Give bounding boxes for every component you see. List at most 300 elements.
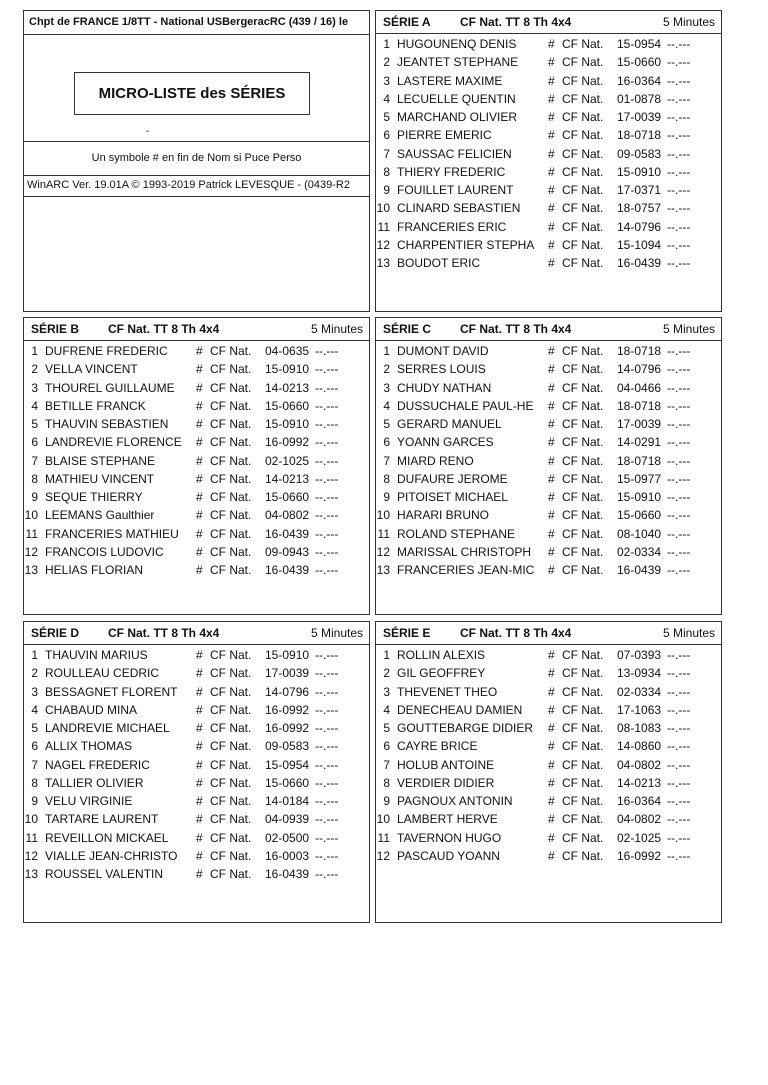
puce-perso-symbol: # (548, 398, 555, 413)
driver-category: CF Nat. (562, 739, 604, 754)
driver-points: --.--- (667, 666, 691, 681)
driver-points: --.--- (667, 684, 691, 699)
driver-name: CHUDY NATHAN (397, 380, 492, 395)
driver-licence: 15-0660 (265, 775, 310, 790)
driver-licence: 17-0039 (617, 110, 662, 124)
driver-number: 9 (31, 490, 38, 504)
puce-perso-symbol: # (196, 702, 203, 717)
driver-number: 13 (24, 563, 38, 577)
driver-points: --.--- (667, 453, 691, 468)
driver-category: CF Nat. (210, 398, 252, 413)
driver-number: 11 (377, 526, 390, 541)
driver-number: 1 (31, 648, 38, 662)
puce-perso-symbol: # (548, 344, 555, 358)
puce-perso-symbol: # (196, 812, 203, 827)
driver-name: SERRES LOUIS (397, 362, 486, 377)
driver-row (24, 561, 369, 579)
driver-row (24, 701, 369, 719)
driver-points: --.--- (667, 775, 691, 790)
driver-licence: 15-0954 (265, 757, 310, 772)
driver-name: HUGOUNENQ DENIS (397, 37, 517, 51)
driver-number: 2 (383, 362, 390, 377)
series-duration: 5 Minutes (662, 15, 715, 29)
driver-category: CF Nat. (210, 757, 252, 772)
driver-category: CF Nat. (562, 508, 604, 523)
driver-licence: 16-0439 (265, 526, 310, 541)
driver-number: 10 (376, 508, 390, 523)
driver-category: CF Nat. (210, 380, 252, 395)
driver-number: 10 (376, 812, 390, 827)
driver-points: --.--- (667, 471, 691, 486)
driver-points: --.--- (667, 183, 691, 197)
serie-e-panel (375, 621, 722, 923)
driver-category: CF Nat. (210, 344, 252, 358)
driver-points: --.--- (667, 201, 691, 216)
driver-category: CF Nat. (562, 721, 604, 735)
driver-licence: 16-0439 (617, 563, 662, 577)
puce-perso-symbol: # (548, 55, 555, 70)
driver-name: BOUDOT ERIC (397, 256, 481, 270)
driver-number: 4 (31, 702, 38, 717)
driver-row (24, 683, 369, 701)
driver-licence: 17-1063 (617, 702, 662, 717)
driver-points: --.--- (315, 563, 339, 577)
driver-points: --.--- (315, 830, 339, 845)
driver-category: CF Nat. (562, 830, 604, 845)
driver-category: CF Nat. (562, 490, 604, 504)
driver-points: --.--- (667, 237, 691, 252)
puce-perso-symbol: # (548, 146, 555, 161)
serie-d-panel (23, 621, 370, 923)
driver-row (376, 35, 721, 53)
driver-row (24, 664, 369, 682)
driver-category: CF Nat. (210, 362, 252, 377)
puce-perso-symbol: # (548, 508, 555, 523)
puce-perso-symbol: # (548, 435, 555, 450)
driver-name: BLAISE STEPHANE (45, 453, 156, 468)
driver-licence: 02-1025 (265, 453, 310, 468)
driver-licence: 16-0992 (265, 702, 310, 717)
dash-mark: - (146, 126, 150, 137)
driver-row (376, 506, 721, 524)
driver-row (376, 810, 721, 828)
serie-b-panel (23, 317, 370, 615)
driver-row (24, 829, 369, 847)
header-panel (23, 10, 370, 312)
driver-category: CF Nat. (562, 91, 604, 106)
driver-points: --.--- (667, 380, 691, 395)
driver-points: --.--- (315, 508, 339, 523)
driver-number: 2 (31, 362, 38, 377)
puce-perso-symbol: # (196, 648, 203, 662)
driver-licence: 15-0910 (617, 164, 662, 179)
driver-category: CF Nat. (210, 490, 252, 504)
driver-points: --.--- (315, 398, 339, 413)
serie-c-panel (375, 317, 722, 615)
driver-row (376, 683, 721, 701)
driver-points: --.--- (667, 830, 691, 845)
driver-category: CF Nat. (562, 794, 604, 808)
driver-name: THOUREL GUILLAUME (45, 380, 175, 395)
driver-category: CF Nat. (210, 417, 252, 431)
driver-licence: 15-1094 (617, 237, 662, 252)
driver-points: --.--- (667, 526, 691, 541)
puce-perso-symbol: # (196, 544, 203, 559)
driver-number: 7 (383, 453, 390, 468)
driver-licence: 02-0334 (617, 544, 662, 559)
driver-licence: 04-0466 (617, 380, 662, 395)
driver-number: 12 (376, 237, 390, 252)
driver-name: BESSAGNET FLORENT (45, 684, 178, 699)
puce-perso-symbol: # (548, 648, 555, 662)
puce-perso-symbol: # (548, 256, 555, 270)
driver-name: REVEILLON MICKAEL (45, 830, 169, 845)
driver-licence: 16-0992 (265, 435, 310, 450)
driver-number: 13 (376, 256, 390, 270)
driver-points: --.--- (667, 55, 691, 70)
driver-name: FOUILLET LAURENT (397, 183, 514, 197)
driver-number: 1 (383, 344, 390, 358)
series-name: SÉRIE E (383, 626, 431, 640)
driver-points: --.--- (315, 435, 339, 450)
driver-licence: 04-0802 (617, 812, 662, 827)
driver-licence: 09-0583 (617, 146, 662, 161)
driver-name: PITOISET MICHAEL (397, 490, 508, 504)
driver-row (24, 543, 369, 561)
driver-name: DUMONT DAVID (397, 344, 489, 358)
driver-row (376, 792, 721, 810)
driver-licence: 14-0213 (265, 471, 310, 486)
driver-category: CF Nat. (562, 684, 604, 699)
driver-row (376, 145, 721, 163)
puce-perso-symbol: # (548, 830, 555, 845)
driver-category: CF Nat. (562, 256, 604, 270)
puce-perso-symbol: # (548, 219, 555, 234)
driver-licence: 17-0039 (265, 666, 310, 681)
puce-perso-symbol: # (548, 812, 555, 827)
driver-number: 11 (377, 219, 390, 234)
driver-name: TARTARE LAURENT (45, 812, 159, 827)
series-name: SÉRIE B (31, 322, 80, 336)
series-driver-list (376, 646, 721, 865)
driver-row (376, 737, 721, 755)
driver-name: DUSSUCHALE PAUL-HE (397, 398, 534, 413)
driver-licence: 17-0039 (617, 417, 662, 431)
driver-licence: 14-0213 (617, 775, 662, 790)
driver-category: CF Nat. (562, 666, 604, 681)
driver-category: CF Nat. (562, 453, 604, 468)
driver-row (376, 701, 721, 719)
driver-number: 11 (377, 830, 390, 845)
driver-number: 4 (383, 91, 390, 106)
driver-name: HELIAS FLORIAN (45, 563, 144, 577)
driver-category: CF Nat. (562, 110, 604, 124)
driver-points: --.--- (667, 702, 691, 717)
driver-points: --.--- (315, 417, 339, 431)
driver-points: --.--- (667, 848, 691, 863)
driver-licence: 13-0934 (617, 666, 662, 681)
series-driver-list (24, 342, 369, 579)
driver-category: CF Nat. (210, 648, 252, 662)
puce-perso-symbol: # (548, 417, 555, 431)
puce-perso-symbol: # (196, 684, 203, 699)
driver-row (24, 433, 369, 451)
driver-number: 9 (31, 794, 38, 808)
driver-licence: 09-0583 (265, 739, 310, 754)
competition-title: Chpt de FRANCE 1/8TT - National USBergeracRC (439 / 16) le (24, 11, 369, 35)
driver-points: --.--- (667, 794, 691, 808)
driver-name: CHARPENTIER STEPHA (397, 237, 535, 252)
puce-perso-symbol: # (548, 684, 555, 699)
series-category: CF Nat. TT 8 Th 4x4 (460, 322, 572, 336)
driver-name: VERDIER DIDIER (397, 775, 495, 790)
driver-category: CF Nat. (562, 344, 604, 358)
driver-points: --.--- (315, 453, 339, 468)
driver-licence: 14-0291 (617, 435, 662, 450)
puce-perso-symbol: # (196, 757, 203, 772)
driver-row (376, 561, 721, 579)
driver-name: GERARD MANUEL (397, 417, 502, 431)
driver-number: 4 (383, 702, 390, 717)
puce-perso-symbol: # (196, 867, 203, 881)
driver-licence: 15-0660 (265, 398, 310, 413)
driver-licence: 14-0860 (617, 739, 662, 754)
puce-perso-symbol: # (548, 739, 555, 754)
driver-points: --.--- (667, 490, 691, 504)
driver-number: 3 (31, 380, 38, 395)
driver-category: CF Nat. (210, 721, 252, 735)
driver-number: 6 (383, 128, 390, 143)
driver-points: --.--- (667, 362, 691, 377)
driver-number: 4 (383, 398, 390, 413)
driver-name: LAMBERT HERVE (397, 812, 498, 827)
driver-number: 7 (383, 757, 390, 772)
driver-row (376, 360, 721, 378)
driver-row (376, 829, 721, 847)
driver-number: 12 (376, 544, 390, 559)
serie-a-panel (375, 10, 722, 312)
puce-perso-symbol: # (196, 398, 203, 413)
driver-row (24, 452, 369, 470)
driver-number: 8 (383, 775, 390, 790)
driver-name: PASCAUD YOANN (397, 848, 500, 863)
driver-number: 10 (24, 812, 38, 827)
driver-licence: 14-0184 (265, 794, 310, 808)
puce-perso-symbol: # (196, 830, 203, 845)
driver-points: --.--- (667, 110, 691, 124)
driver-points: --.--- (667, 256, 691, 270)
driver-category: CF Nat. (562, 146, 604, 161)
driver-category: CF Nat. (210, 794, 252, 808)
driver-points: --.--- (667, 648, 691, 662)
puce-perso-symbol: # (548, 201, 555, 216)
driver-name: FRANCERIES ERIC (397, 219, 507, 234)
driver-row (376, 236, 721, 254)
driver-licence: 04-0802 (265, 508, 310, 523)
series-duration: 5 Minutes (662, 322, 715, 336)
driver-category: CF Nat. (562, 848, 604, 863)
driver-name: THEVENET THEO (397, 684, 498, 699)
driver-points: --.--- (315, 684, 339, 699)
driver-category: CF Nat. (562, 775, 604, 790)
driver-number: 4 (31, 398, 38, 413)
driver-licence: 08-1040 (617, 526, 662, 541)
driver-category: CF Nat. (210, 508, 252, 523)
driver-licence: 16-0003 (265, 848, 310, 863)
driver-row (376, 433, 721, 451)
driver-row (376, 719, 721, 737)
driver-name: ROULLEAU CEDRIC (45, 666, 160, 681)
series-driver-list (24, 646, 369, 883)
driver-points: --.--- (315, 739, 339, 754)
puce-perso-symbol: # (548, 471, 555, 486)
driver-licence: 08-1083 (617, 721, 662, 735)
driver-licence: 09-0943 (265, 544, 310, 559)
driver-points: --.--- (667, 435, 691, 450)
driver-name: GIL GEOFFREY (397, 666, 486, 681)
driver-licence: 15-0660 (617, 55, 662, 70)
driver-row (376, 379, 721, 397)
driver-category: CF Nat. (210, 544, 252, 559)
driver-points: --.--- (667, 73, 691, 88)
driver-name: FRANCERIES JEAN-MIC (397, 563, 535, 577)
driver-points: --.--- (315, 721, 339, 735)
driver-row (24, 415, 369, 433)
driver-points: --.--- (667, 398, 691, 413)
driver-row (24, 792, 369, 810)
driver-points: --.--- (315, 812, 339, 827)
puce-perso-symbol: # (196, 417, 203, 431)
driver-number: 5 (383, 110, 390, 124)
driver-number: 8 (383, 164, 390, 179)
driver-row (376, 199, 721, 217)
driver-category: CF Nat. (210, 684, 252, 699)
driver-number: 9 (383, 794, 390, 808)
driver-number: 6 (383, 435, 390, 450)
driver-row (376, 452, 721, 470)
driver-number: 6 (31, 435, 38, 450)
driver-name: TALLIER OLIVIER (45, 775, 144, 790)
driver-number: 6 (383, 739, 390, 754)
puce-perso-symbol: # (548, 237, 555, 252)
puce-perso-symbol: # (196, 490, 203, 504)
driver-category: CF Nat. (562, 435, 604, 450)
driver-name: DUFAURE JEROME (397, 471, 508, 486)
driver-name: TAVERNON HUGO (397, 830, 502, 845)
driver-name: ALLIX THOMAS (45, 739, 133, 754)
puce-perso-symbol: # (548, 128, 555, 143)
driver-points: --.--- (667, 344, 691, 358)
driver-name: MIARD RENO (397, 453, 474, 468)
driver-number: 5 (383, 417, 390, 431)
driver-row (376, 774, 721, 792)
driver-name: MARISSAL CHRISTOPH (397, 544, 532, 559)
driver-row (24, 774, 369, 792)
driver-category: CF Nat. (562, 812, 604, 827)
driver-name: PAGNOUX ANTONIN (397, 794, 513, 808)
driver-licence: 01-0878 (617, 91, 662, 106)
driver-licence: 17-0371 (617, 183, 662, 197)
driver-row (24, 342, 369, 360)
puce-perso-symbol: # (196, 563, 203, 577)
driver-points: --.--- (315, 757, 339, 772)
driver-name: CAYRE BRICE (397, 739, 478, 754)
driver-category: CF Nat. (562, 73, 604, 88)
driver-name: CLINARD SEBASTIEN (397, 201, 521, 216)
puce-perso-symbol: # (196, 435, 203, 450)
driver-category: CF Nat. (210, 848, 252, 863)
driver-name: JEANTET STEPHANE (397, 55, 519, 70)
driver-points: --.--- (315, 526, 339, 541)
series-category: CF Nat. TT 8 Th 4x4 (108, 322, 220, 336)
driver-category: CF Nat. (562, 37, 604, 51)
driver-category: CF Nat. (210, 526, 252, 541)
driver-licence: 16-0439 (265, 563, 310, 577)
series-driver-list (376, 342, 721, 579)
driver-points: --.--- (315, 471, 339, 486)
driver-licence: 16-0439 (617, 256, 662, 270)
driver-number: 2 (383, 666, 390, 681)
driver-row (376, 108, 721, 126)
driver-licence: 14-0796 (265, 684, 310, 699)
driver-row (376, 181, 721, 199)
driver-category: CF Nat. (562, 362, 604, 377)
driver-row (24, 397, 369, 415)
driver-row (24, 810, 369, 828)
driver-category: CF Nat. (210, 453, 252, 468)
driver-row (376, 488, 721, 506)
driver-licence: 15-0954 (617, 37, 662, 51)
driver-licence: 04-0635 (265, 344, 310, 358)
puce-perso-symbol: # (548, 453, 555, 468)
driver-licence: 14-0213 (265, 380, 310, 395)
driver-name: LANDREVIE MICHAEL (45, 721, 170, 735)
driver-licence: 16-0992 (265, 721, 310, 735)
driver-row (376, 53, 721, 71)
driver-points: --.--- (667, 544, 691, 559)
driver-licence: 02-1025 (617, 830, 662, 845)
driver-points: --.--- (667, 508, 691, 523)
driver-name: DUFRENE FREDERIC (45, 344, 168, 358)
driver-row (24, 737, 369, 755)
driver-number: 11 (25, 830, 38, 845)
driver-row (24, 379, 369, 397)
puce-perso-symbol: # (548, 164, 555, 179)
driver-category: CF Nat. (210, 867, 252, 881)
series-header (24, 622, 369, 645)
driver-row (376, 218, 721, 236)
driver-row (376, 163, 721, 181)
driver-name: MARCHAND OLIVIER (397, 110, 518, 124)
puce-perso-symbol: # (548, 91, 555, 106)
driver-points: --.--- (315, 362, 339, 377)
puce-perso-symbol: # (548, 183, 555, 197)
puce-perso-symbol: # (548, 362, 555, 377)
driver-number: 11 (25, 526, 38, 541)
driver-row (24, 525, 369, 543)
puce-perso-symbol: # (196, 526, 203, 541)
driver-category: CF Nat. (562, 164, 604, 179)
driver-number: 8 (31, 471, 38, 486)
driver-category: CF Nat. (210, 775, 252, 790)
driver-name: HARARI BRUNO (397, 508, 490, 523)
driver-name: VELU VIRGINIE (45, 794, 133, 808)
driver-row (376, 756, 721, 774)
driver-category: CF Nat. (210, 812, 252, 827)
puce-perso-symbol: # (196, 739, 203, 754)
driver-category: CF Nat. (210, 830, 252, 845)
driver-points: --.--- (667, 417, 691, 431)
